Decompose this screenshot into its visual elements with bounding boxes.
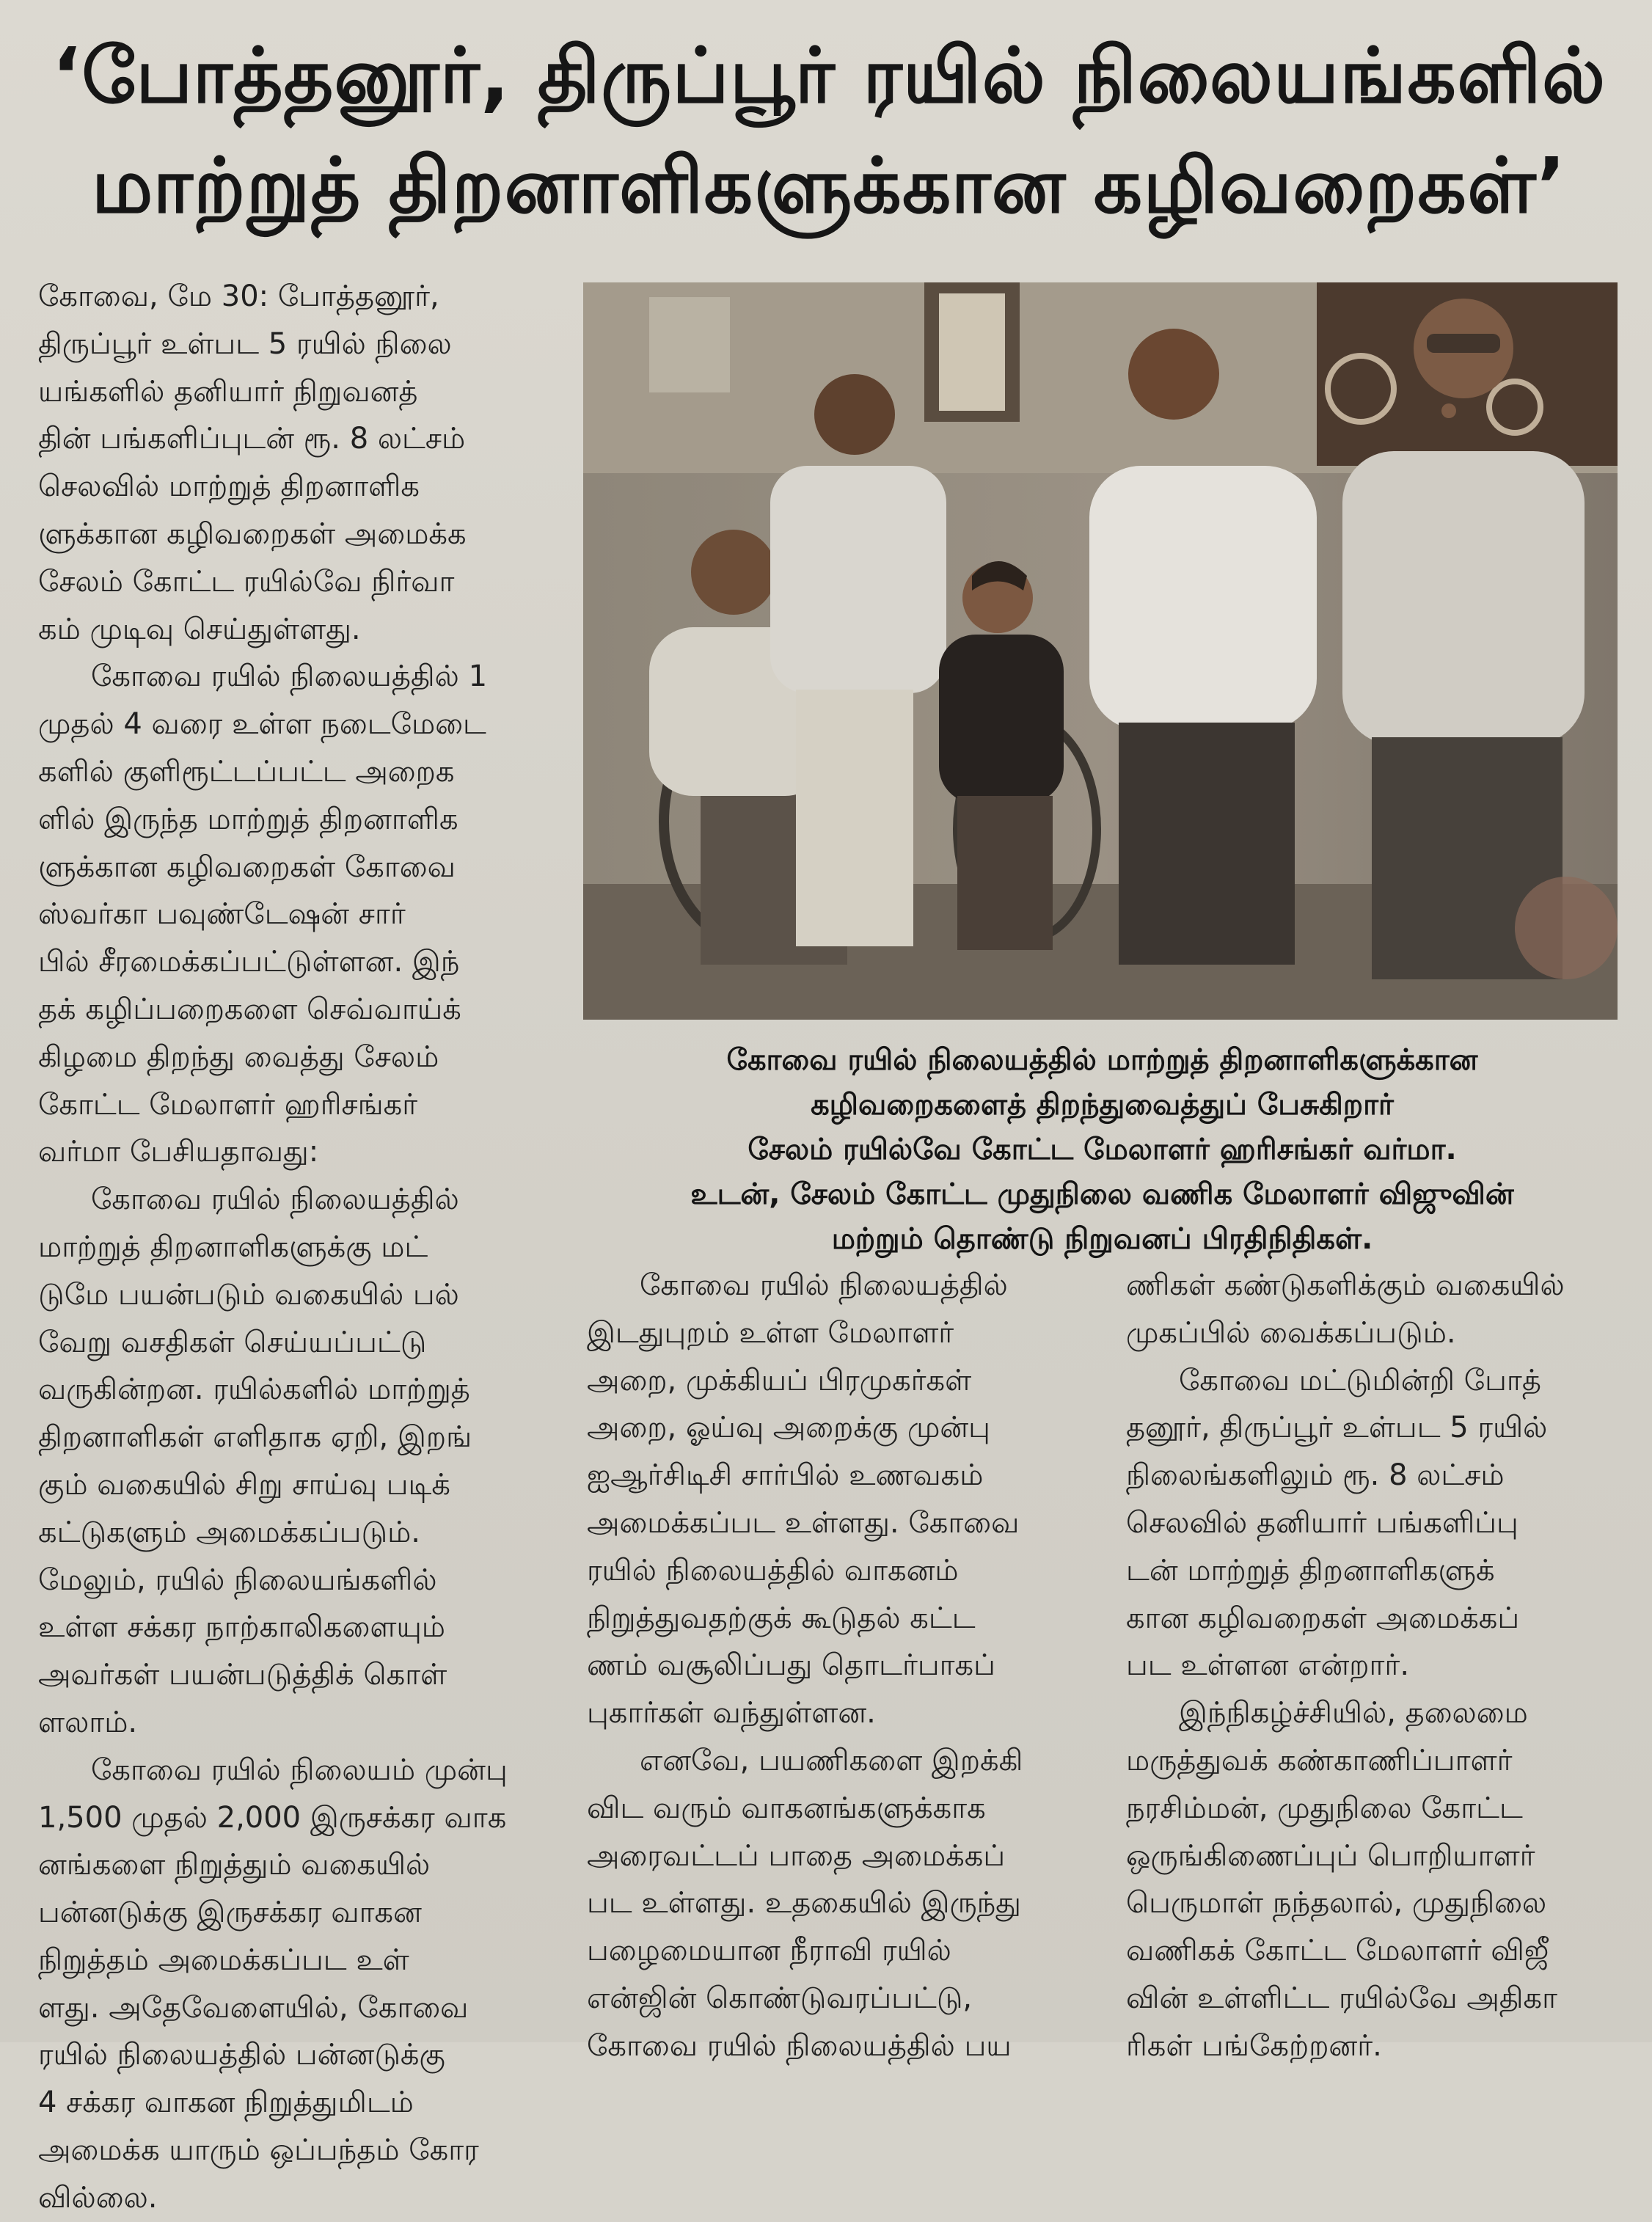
text-line: மருத்துவக் கண்காணிப்பாளர் [1126,1743,1513,1777]
text-line: ளலாம். [38,1705,138,1739]
text-line: புகார்கள் வந்துள்ளன. [587,1696,876,1731]
photo-caption [580,1038,1625,1262]
text-line: பழைமையான நீராவி ரயில் [587,1934,951,1968]
text-line: கிழமை திறந்து வைத்து சேலம் [38,1039,439,1074]
text-line: கம் முடிவு செய்துள்ளது. [38,612,361,646]
text-line: அறை, முக்கியப் பிரமுகர்கள் [587,1363,972,1397]
text-line: அமைக்கப்பட உள்ளது. கோவை [587,1505,1020,1540]
text-line: கோவை ரயில் நிலையத்தில் பய [587,2028,1012,2063]
caption-line: சேலம் ரயில்வே கோட்ட மேலாளர் ஹரிசங்கர் வர்மா. [748,1133,1457,1166]
text-line: ஒருங்கிணைப்புப் பொறியாளர் [1126,1838,1535,1873]
text-line: எனவே, பயணிகளை இறக்கி [640,1743,1023,1777]
text-line: செலவில் தனியார் பங்களிப்பு [1126,1505,1518,1540]
text-line: டன் மாற்றுத் திறனாளிகளுக் [1126,1553,1495,1587]
text-line: கட்டுகளும் அமைக்கப்படும். [38,1515,421,1549]
text-line: கோவை ரயில் நிலையத்தில் 1 [91,659,488,694]
text-line: சேலம் கோட்ட ரயில்வே நிர்வா [38,564,455,599]
text-line: வின் உள்ளிட்ட ரயில்வே அதிகா [1126,1981,1558,2015]
text-line: மாற்றுத் திறனாளிகளுக்கு மட் [38,1229,428,1264]
text-line: ளில் இருந்த மாற்றுத் திறனாளிக [38,802,458,836]
text-line: செலவில் மாற்றுத் திறனாளிக [38,469,420,504]
text-line: கோவை ரயில் நிலையத்தில் [91,1183,459,1217]
text-line: நரசிம்மன், முதுநிலை கோட்ட [1126,1791,1523,1825]
text-line: கோவை, மே 30: போத்தனூர், [38,279,439,313]
text-line: கும் வகையில் சிறு சாய்வு படிக் [38,1467,450,1502]
text-line: ஸ்வர்கா பவுண்டேஷன் சார் [38,897,406,932]
text-line: 4 சக்கர வாகன நிறுத்துமிடம் [38,2086,414,2120]
article-column-1 [38,273,544,2222]
text-line: ஐஆர்சிடிசி சார்பில் உணவகம் [587,1458,984,1493]
text-line: டுமே பயன்படும் வகையில் பல் [38,1277,459,1312]
text-line: 1,500 முதல் 2,000 இருசக்கர வாக [38,1800,507,1835]
article-column-3 [1126,1262,1625,2070]
news-photo-illustration [583,282,1618,1020]
text-line: அரைவட்டப் பாதை அமைக்கப் [587,1838,1006,1873]
news-photo [583,282,1618,1020]
headline [44,21,1614,241]
text-line: தின் பங்களிப்புடன் ரூ. 8 லட்சம் [38,422,466,456]
text-line: பட உள்ளது. உதகையில் இருந்து [587,1886,1021,1921]
text-line: ணிகள் கண்டுகளிக்கும் வகையில் [1126,1268,1565,1302]
text-line: கோவை ரயில் நிலையத்தில் [640,1268,1008,1302]
text-line: விட வரும் வாகனங்களுக்காக [587,1791,986,1825]
text-line: அமைக்க யாரும் ஒப்பந்தம் கோர [38,2133,479,2168]
text-line: என்ஜின் கொண்டுவரப்பட்டு, [587,1981,973,2015]
text-line: நிறுத்தம் அமைக்கப்பட உள் [38,1943,409,1977]
text-line: அறை, ஓய்வு அறைக்கு முன்பு [587,1411,990,1445]
text-line: இடதுபுறம் உள்ள மேலாளர் [587,1315,954,1350]
text-line: யங்களில் தனியார் நிறுவனத் [38,374,418,409]
headline-line-2: மாற்றுத் திறனாளிகளுக்கான கழிவறைகள்’ [91,141,1567,230]
text-line: களில் குளிரூட்டப்பட்ட அறைக [38,754,455,789]
text-line: ரயில் நிலையத்தில் பன்னடுக்கு [38,2038,445,2072]
text-line: வணிகக் கோட்ட மேலாளர் விஜீ [1126,1934,1549,1968]
text-line: பில் சீரமைக்கப்பட்டுள்ளன. இந் [38,945,460,979]
text-line: தக் கழிப்பறைகளை செவ்வாய்க் [38,992,461,1026]
text-line: ரிகள் பங்கேற்றனர். [1126,2028,1382,2063]
text-line: ணம் வசூலிப்பது தொடர்பாகப் [587,1648,995,1683]
caption-line: கழிவறைகளைத் திறந்துவைத்துப் பேசுகிறார் [811,1088,1394,1122]
text-line: ரயில் நிலையத்தில் வாகனம் [587,1553,959,1587]
text-line: மேலும், ரயில் நிலையங்களில் [38,1563,437,1597]
text-line: முதல் 4 வரை உள்ள நடைமேடை [38,707,486,742]
article-column-2 [587,1262,1086,2070]
text-line: ளது. அதேவேளையில், கோவை [38,1990,469,2025]
text-line: கோவை ரயில் நிலையம் முன்பு [91,1753,508,1787]
text-line: னங்களை நிறுத்தும் வகையில் [38,1848,431,1882]
text-line: கோட்ட மேலாளர் ஹரிசங்கர் [38,1087,418,1122]
text-line: நிலைங்களிலும் ரூ. 8 லட்சம் [1126,1458,1505,1493]
caption-line: மற்றும் தொண்டு நிறுவனப் பிரதிநிதிகள். [831,1222,1373,1256]
text-line: வருகின்றன. ரயில்களில் மாற்றுத் [38,1373,470,1407]
text-line: பட உள்ளன என்றார். [1126,1648,1410,1683]
text-line: வர்மா பேசியதாவது: [38,1135,319,1169]
text-line: நிறுத்துவதற்குக் கூடுதல் கட்ட [587,1601,976,1635]
text-line: தனூர், திருப்பூர் உள்பட 5 ரயில் [1126,1411,1548,1445]
headline-line-1: ‘போத்தனூர், திருப்பூர் ரயில் நிலையங்களில் [51,31,1607,120]
text-line: கோவை மட்டுமின்றி போத் [1179,1363,1541,1397]
text-line: கான கழிவறைகள் அமைக்கப் [1126,1601,1520,1635]
caption-line: உடன், சேலம் கோட்ட முதுநிலை வணிக மேலாளர் விஜுவின் [690,1177,1514,1211]
text-line: உள்ள சக்கர நாற்காலிகளையும் [38,1610,445,1645]
text-line: பெருமாள் நந்தலால், முதுநிலை [1126,1886,1547,1921]
text-line: திறனாளிகள் எளிதாக ஏறி, இறங் [38,1420,472,1455]
text-line: பன்னடுக்கு இருசக்கர வாகன [38,1896,422,1930]
text-line: இந்நிகழ்ச்சியில், தலைமை [1179,1696,1528,1731]
text-line: முகப்பில் வைக்கப்படும். [1126,1315,1456,1350]
text-line: அவர்கள் பயன்படுத்திக் கொள் [38,1658,447,1692]
text-line: வேறு வசதிகள் செய்யப்பட்டு [38,1325,427,1359]
text-line: ளுக்கான கழிவறைகள் கோவை [38,849,456,884]
text-line: திருப்பூர் உள்பட 5 ரயில் நிலை [38,326,452,361]
text-line: ளுக்கான கழிவறைகள் அமைக்க [38,516,467,551]
text-line: வில்லை. [38,2180,158,2215]
caption-line: கோவை ரயில் நிலையத்தில் மாற்றுத் திறனாளிகளுக்கான [726,1043,1478,1077]
